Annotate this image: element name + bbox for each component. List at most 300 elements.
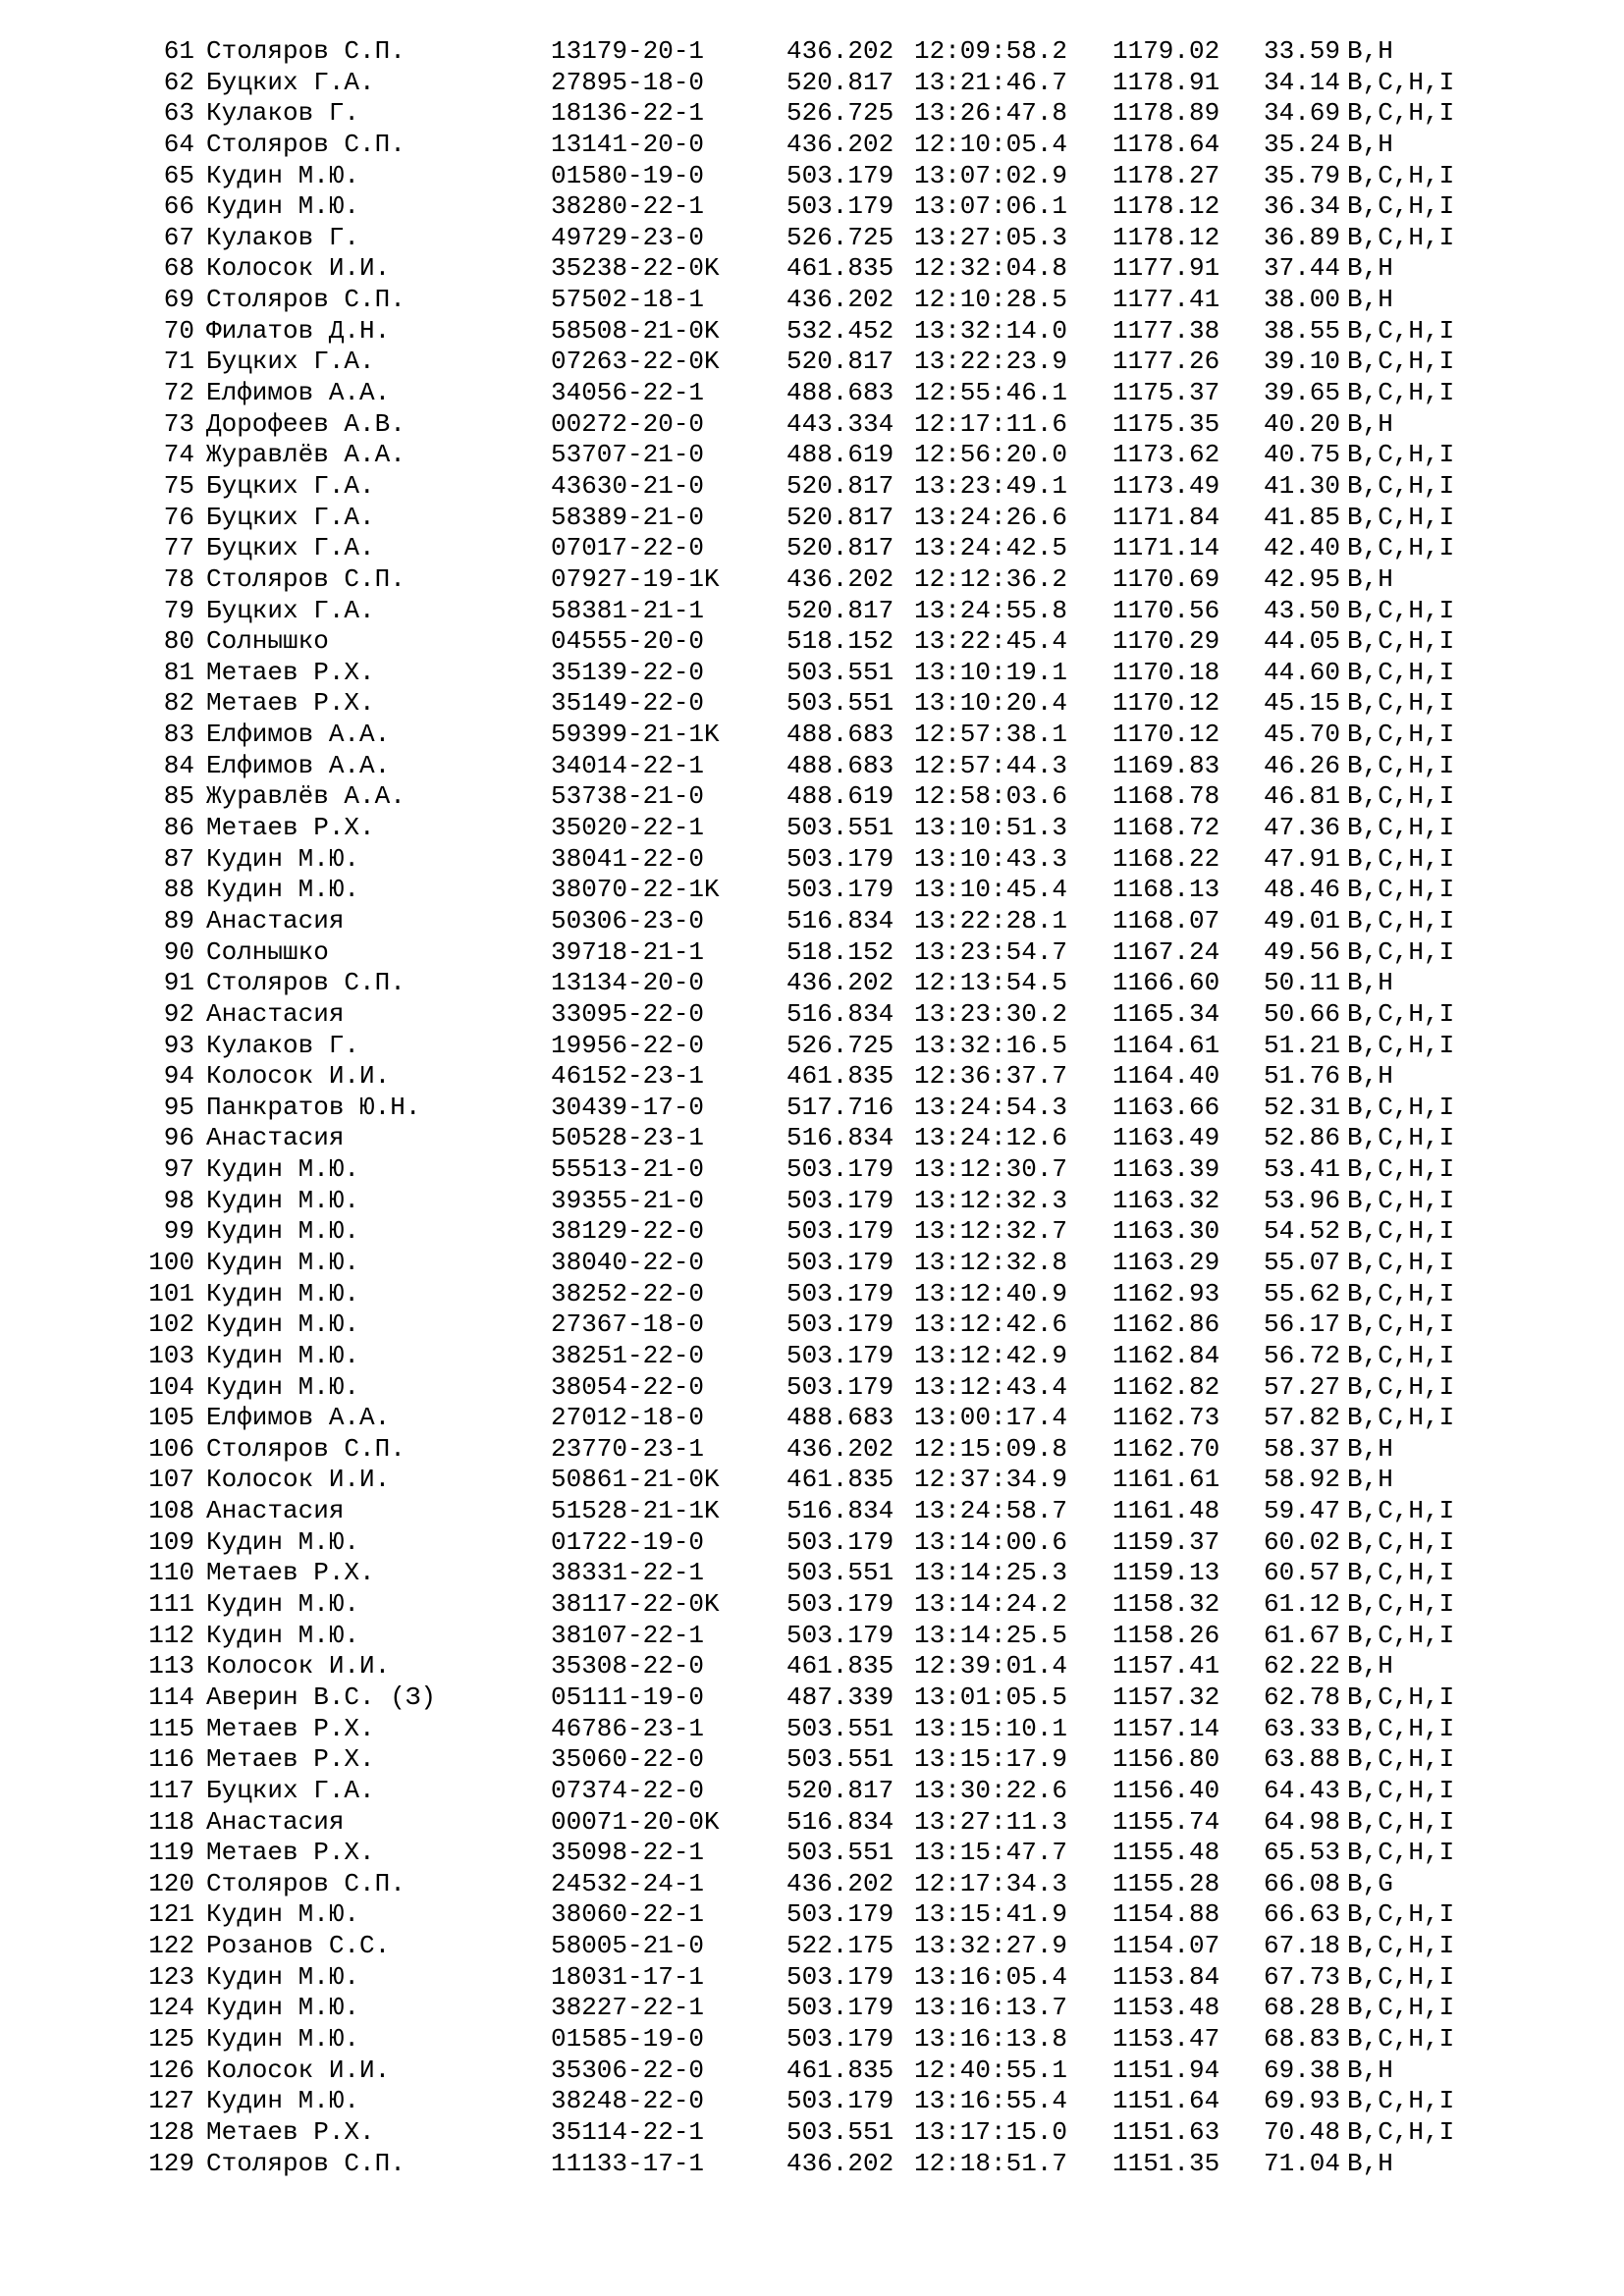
competition-flags: B,C,H,I [1347,1526,1455,1557]
owner-name: Анастасия [206,1496,345,1526]
owner-name: Кудин М.Ю. [206,1899,360,1930]
ring-number: 53707-21-0 [551,440,705,470]
ring-number: 24532-24-1 [551,1868,705,1898]
owner-name: Столяров С.П. [206,285,406,315]
owner-name: Кудин М.Ю. [206,1340,360,1370]
table-row [0,1309,1624,1341]
speed: 1162.86 [1112,1309,1220,1340]
ring-number: 35020-22-1 [551,813,705,843]
distance: 488.683 [786,750,894,780]
competition-flags: B,C,H,I [1347,315,1455,346]
arrival-time: 13:24:54.3 [914,1092,1068,1122]
owner-name: Елфимов А.А. [206,750,391,780]
competition-flags: B,C,H,I [1347,720,1455,750]
arrival-time: 13:12:43.4 [914,1371,1068,1402]
speed: 1161.61 [1112,1465,1220,1495]
arrival-time: 13:23:49.1 [914,470,1068,501]
row-number: 80 [163,626,194,657]
speed: 1158.32 [1112,1589,1220,1620]
owner-name: Дорофеев А.В. [206,408,406,439]
arrival-time: 13:17:15.0 [914,2116,1068,2147]
arrival-time: 13:12:40.9 [914,1278,1068,1308]
table-row [0,688,1624,720]
speed: 1157.41 [1112,1651,1220,1682]
row-number: 122 [148,1931,194,1961]
table-row [0,906,1624,937]
coefficient: 38.55 [1264,315,1341,346]
row-number: 106 [148,1433,194,1464]
row-number: 107 [148,1465,194,1495]
table-row [0,1031,1624,1062]
arrival-time: 13:16:55.4 [914,2086,1068,2116]
coefficient: 40.20 [1264,408,1341,439]
row-number: 77 [163,533,194,563]
competition-flags: B,C,H,I [1347,1340,1455,1370]
coefficient: 52.31 [1264,1092,1341,1122]
ring-number: 35114-22-1 [551,2116,705,2147]
table-row [0,347,1624,378]
row-number: 120 [148,1868,194,1898]
row-number: 65 [163,160,194,190]
owner-name: Буцких Г.А. [206,595,375,625]
distance: 503.179 [786,1309,894,1340]
coefficient: 69.38 [1264,2055,1341,2085]
arrival-time: 13:26:47.8 [914,98,1068,129]
speed: 1162.93 [1112,1278,1220,1308]
owner-name: Метаев Р.Х. [206,1838,375,1868]
arrival-time: 12:58:03.6 [914,781,1068,812]
arrival-time: 13:15:10.1 [914,1713,1068,1743]
owner-name: Кудин М.Ю. [206,1309,360,1340]
coefficient: 62.78 [1264,1682,1341,1712]
competition-flags: B,C,H,I [1347,1961,1455,1992]
distance: 436.202 [786,563,894,594]
distance: 503.551 [786,1713,894,1743]
distance: 520.817 [786,502,894,532]
row-number: 71 [163,347,194,377]
ring-number: 35060-22-0 [551,1744,705,1775]
speed: 1177.38 [1112,315,1220,346]
arrival-time: 13:22:23.9 [914,347,1068,377]
table-row [0,68,1624,99]
distance: 461.835 [786,2055,894,2085]
distance: 503.179 [786,1278,894,1308]
ring-number: 38040-22-0 [551,1247,705,1277]
coefficient: 43.50 [1264,595,1341,625]
coefficient: 51.76 [1264,1061,1341,1092]
row-number: 100 [148,1247,194,1277]
distance: 503.179 [786,875,894,905]
speed: 1179.02 [1112,36,1220,66]
competition-flags: B,C,H,I [1347,1216,1455,1247]
row-number: 76 [163,502,194,532]
competition-flags: B,C,H,I [1347,875,1455,905]
coefficient: 45.15 [1264,688,1341,719]
owner-name: Журавлёв А.А. [206,781,406,812]
table-row [0,285,1624,316]
coefficient: 64.43 [1264,1775,1341,1805]
row-number: 92 [163,998,194,1029]
row-number: 79 [163,595,194,625]
arrival-time: 12:10:05.4 [914,129,1068,159]
table-row [0,1372,1624,1404]
coefficient: 35.24 [1264,129,1341,159]
row-number: 78 [163,563,194,594]
distance: 503.551 [786,813,894,843]
table-row [0,1496,1624,1527]
arrival-time: 13:22:45.4 [914,626,1068,657]
speed: 1162.84 [1112,1340,1220,1370]
arrival-time: 13:12:32.8 [914,1247,1068,1277]
coefficient: 58.37 [1264,1433,1341,1464]
owner-name: Колосок И.И. [206,2055,391,2085]
distance: 461.835 [786,1061,894,1092]
competition-flags: B,C,H,I [1347,191,1455,222]
competition-flags: B,H [1347,968,1393,998]
speed: 1171.84 [1112,502,1220,532]
distance: 503.551 [786,1744,894,1775]
speed: 1171.14 [1112,533,1220,563]
arrival-time: 12:15:09.8 [914,1433,1068,1464]
owner-name: Кудин М.Ю. [206,1589,360,1620]
row-number: 72 [163,378,194,408]
distance: 503.179 [786,1620,894,1650]
owner-name: Столяров С.П. [206,1433,406,1464]
owner-name: Буцких Г.А. [206,347,375,377]
arrival-time: 13:24:12.6 [914,1123,1068,1153]
owner-name: Кудин М.Ю. [206,1961,360,1992]
table-row [0,378,1624,409]
ring-number: 38227-22-1 [551,1993,705,2023]
row-number: 70 [163,315,194,346]
distance: 532.452 [786,315,894,346]
table-row [0,253,1624,285]
row-number: 91 [163,968,194,998]
ring-number: 13134-20-0 [551,968,705,998]
distance: 436.202 [786,1433,894,1464]
arrival-time: 13:14:00.6 [914,1526,1068,1557]
distance: 520.817 [786,470,894,501]
speed: 1162.70 [1112,1433,1220,1464]
arrival-time: 13:27:11.3 [914,1806,1068,1837]
coefficient: 47.36 [1264,813,1341,843]
coefficient: 70.48 [1264,2116,1341,2147]
speed: 1153.84 [1112,1961,1220,1992]
competition-flags: B,C,H,I [1347,843,1455,874]
ring-number: 50306-23-0 [551,905,705,935]
ring-number: 11133-17-1 [551,2148,705,2178]
coefficient: 61.12 [1264,1589,1341,1620]
coefficient: 36.34 [1264,191,1341,222]
competition-flags: B,C,H,I [1347,160,1455,190]
competition-flags: B,C,H,I [1347,440,1455,470]
arrival-time: 12:37:34.9 [914,1465,1068,1495]
distance: 503.551 [786,2116,894,2147]
competition-flags: B,C,H,I [1347,1403,1455,1433]
competition-flags: B,C,H,I [1347,2024,1455,2054]
distance: 503.551 [786,1838,894,1868]
arrival-time: 13:14:25.5 [914,1620,1068,1650]
distance: 503.179 [786,1371,894,1402]
distance: 503.179 [786,1899,894,1930]
table-row [0,1186,1624,1217]
competition-flags: B,C,H,I [1347,781,1455,812]
distance: 461.835 [786,1651,894,1682]
distance: 520.817 [786,67,894,97]
arrival-time: 12:09:58.2 [914,36,1068,66]
owner-name: Кудин М.Ю. [206,2024,360,2054]
competition-flags: B,C,H,I [1347,998,1455,1029]
table-row [0,1123,1624,1154]
owner-name: Метаев Р.Х. [206,813,375,843]
row-number: 63 [163,98,194,129]
owner-name: Елфимов А.А. [206,378,391,408]
speed: 1168.07 [1112,905,1220,935]
table-row [0,875,1624,906]
arrival-time: 12:55:46.1 [914,378,1068,408]
distance: 503.179 [786,191,894,222]
distance: 503.179 [786,1526,894,1557]
competition-flags: B,C,H,I [1347,533,1455,563]
coefficient: 48.46 [1264,875,1341,905]
arrival-time: 12:36:37.7 [914,1061,1068,1092]
table-row [0,1714,1624,1745]
table-row [0,844,1624,876]
table-row [0,1589,1624,1621]
arrival-time: 13:27:05.3 [914,222,1068,252]
distance: 488.683 [786,720,894,750]
ring-number: 38070-22-1K [551,875,720,905]
owner-name: Филатов Д.Н. [206,315,391,346]
arrival-time: 13:24:58.7 [914,1496,1068,1526]
owner-name: Аверин В.С. (З) [206,1682,437,1712]
coefficient: 51.21 [1264,1030,1341,1060]
owner-name: Кудин М.Ю. [206,1278,360,1308]
distance: 503.179 [786,1216,894,1247]
ring-number: 50528-23-1 [551,1123,705,1153]
ring-number: 35306-22-0 [551,2055,705,2085]
ring-number: 38060-22-1 [551,1899,705,1930]
ring-number: 58508-21-0K [551,315,720,346]
competition-flags: B,C,H,I [1347,595,1455,625]
owner-name: Кудин М.Ю. [206,1185,360,1215]
coefficient: 39.65 [1264,378,1341,408]
distance: 503.179 [786,1247,894,1277]
distance: 488.683 [786,378,894,408]
coefficient: 33.59 [1264,36,1341,66]
owner-name: Журавлёв А.А. [206,440,406,470]
table-row [0,1682,1624,1714]
distance: 520.817 [786,1775,894,1805]
table-row [0,1558,1624,1589]
owner-name: Анастасия [206,998,345,1029]
table-row [0,751,1624,782]
distance: 503.179 [786,1589,894,1620]
coefficient: 60.02 [1264,1526,1341,1557]
competition-flags: B,C,H,I [1347,1247,1455,1277]
ring-number: 18136-22-1 [551,98,705,129]
distance: 503.179 [786,1961,894,1992]
table-row [0,1807,1624,1839]
arrival-time: 13:12:42.6 [914,1309,1068,1340]
row-number: 126 [148,2055,194,2085]
speed: 1158.26 [1112,1620,1220,1650]
arrival-time: 13:00:17.4 [914,1403,1068,1433]
results-table [0,36,1624,2179]
arrival-time: 13:23:30.2 [914,998,1068,1029]
ring-number: 38107-22-1 [551,1620,705,1650]
table-row [0,1744,1624,1776]
owner-name: Кудин М.Ю. [206,2086,360,2116]
table-row [0,440,1624,471]
owner-name: Кудин М.Ю. [206,843,360,874]
table-row [0,98,1624,130]
table-row [0,36,1624,68]
row-number: 61 [163,36,194,66]
competition-flags: B,C,H,I [1347,1123,1455,1153]
ring-number: 38041-22-0 [551,843,705,874]
row-number: 127 [148,2086,194,2116]
table-row [0,781,1624,813]
arrival-time: 12:13:54.5 [914,968,1068,998]
owner-name: Буцких Г.А. [206,470,375,501]
table-row [0,2056,1624,2087]
row-number: 75 [163,470,194,501]
owner-name: Колосок И.И. [206,1651,391,1682]
arrival-time: 13:24:26.6 [914,502,1068,532]
competition-flags: B,C,H,I [1347,688,1455,719]
row-number: 119 [148,1838,194,1868]
row-number: 112 [148,1620,194,1650]
table-row [0,1248,1624,1279]
speed: 1163.29 [1112,1247,1220,1277]
ring-number: 00272-20-0 [551,408,705,439]
distance: 516.834 [786,1496,894,1526]
competition-flags: B,H [1347,408,1393,439]
owner-name: Кулаков Г. [206,222,360,252]
competition-flags: B,C,H,I [1347,1806,1455,1837]
coefficient: 50.11 [1264,968,1341,998]
owner-name: Столяров С.П. [206,968,406,998]
distance: 503.179 [786,1154,894,1185]
owner-name: Метаев Р.Х. [206,2116,375,2147]
competition-flags: B,H [1347,2055,1393,2085]
competition-flags: B,G [1347,1868,1393,1898]
arrival-time: 13:10:43.3 [914,843,1068,874]
ring-number: 00071-20-0K [551,1806,720,1837]
ring-number: 53738-21-0 [551,781,705,812]
row-number: 124 [148,1993,194,2023]
row-number: 111 [148,1589,194,1620]
coefficient: 64.98 [1264,1806,1341,1837]
ring-number: 55513-21-0 [551,1154,705,1185]
row-number: 115 [148,1713,194,1743]
coefficient: 55.07 [1264,1247,1341,1277]
competition-flags: B,C,H,I [1347,626,1455,657]
row-number: 97 [163,1154,194,1185]
speed: 1157.14 [1112,1713,1220,1743]
row-number: 99 [163,1216,194,1247]
arrival-time: 13:15:41.9 [914,1899,1068,1930]
table-row [0,937,1624,969]
arrival-time: 13:07:06.1 [914,191,1068,222]
speed: 1178.12 [1112,222,1220,252]
distance: 516.834 [786,1123,894,1153]
owner-name: Солнышко [206,626,329,657]
row-number: 83 [163,720,194,750]
table-row [0,130,1624,161]
table-row [0,720,1624,751]
ring-number: 58381-21-1 [551,595,705,625]
arrival-time: 13:12:32.7 [914,1216,1068,1247]
arrival-time: 12:39:01.4 [914,1651,1068,1682]
table-row [0,161,1624,192]
ring-number: 46152-23-1 [551,1061,705,1092]
ring-number: 35098-22-1 [551,1838,705,1868]
arrival-time: 13:30:22.6 [914,1775,1068,1805]
row-number: 69 [163,285,194,315]
ring-number: 27367-18-0 [551,1309,705,1340]
distance: 516.834 [786,998,894,1029]
distance: 436.202 [786,968,894,998]
distance: 461.835 [786,253,894,284]
competition-flags: B,C,H,I [1347,1030,1455,1060]
owner-name: Кудин М.Ю. [206,1993,360,2023]
speed: 1178.91 [1112,67,1220,97]
row-number: 117 [148,1775,194,1805]
coefficient: 61.67 [1264,1620,1341,1650]
ring-number: 38129-22-0 [551,1216,705,1247]
competition-flags: B,C,H,I [1347,470,1455,501]
coefficient: 49.01 [1264,905,1341,935]
speed: 1154.07 [1112,1931,1220,1961]
coefficient: 46.26 [1264,750,1341,780]
owner-name: Кудин М.Ю. [206,160,360,190]
ring-number: 34014-22-1 [551,750,705,780]
ring-number: 35149-22-0 [551,688,705,719]
competition-flags: B,H [1347,1651,1393,1682]
competition-flags: B,H [1347,2148,1393,2178]
competition-flags: B,C,H,I [1347,222,1455,252]
distance: 518.152 [786,626,894,657]
ring-number: 07017-22-0 [551,533,705,563]
owner-name: Колосок И.И. [206,253,391,284]
distance: 436.202 [786,285,894,315]
arrival-time: 13:32:27.9 [914,1931,1068,1961]
coefficient: 53.96 [1264,1185,1341,1215]
ring-number: 01722-19-0 [551,1526,705,1557]
owner-name: Буцких Г.А. [206,502,375,532]
row-number: 82 [163,688,194,719]
row-number: 129 [148,2148,194,2178]
coefficient: 40.75 [1264,440,1341,470]
arrival-time: 13:16:13.7 [914,1993,1068,2023]
coefficient: 62.22 [1264,1651,1341,1682]
owner-name: Кудин М.Ю. [206,1247,360,1277]
competition-flags: B,C,H,I [1347,1899,1455,1930]
ring-number: 38117-22-0K [551,1589,720,1620]
speed: 1178.12 [1112,191,1220,222]
distance: 487.339 [786,1682,894,1712]
row-number: 108 [148,1496,194,1526]
ring-number: 07927-19-1K [551,563,720,594]
distance: 503.551 [786,657,894,687]
coefficient: 59.47 [1264,1496,1341,1526]
coefficient: 53.41 [1264,1154,1341,1185]
owner-name: Метаев Р.Х. [206,1713,375,1743]
competition-flags: B,H [1347,1465,1393,1495]
speed: 1170.69 [1112,563,1220,594]
